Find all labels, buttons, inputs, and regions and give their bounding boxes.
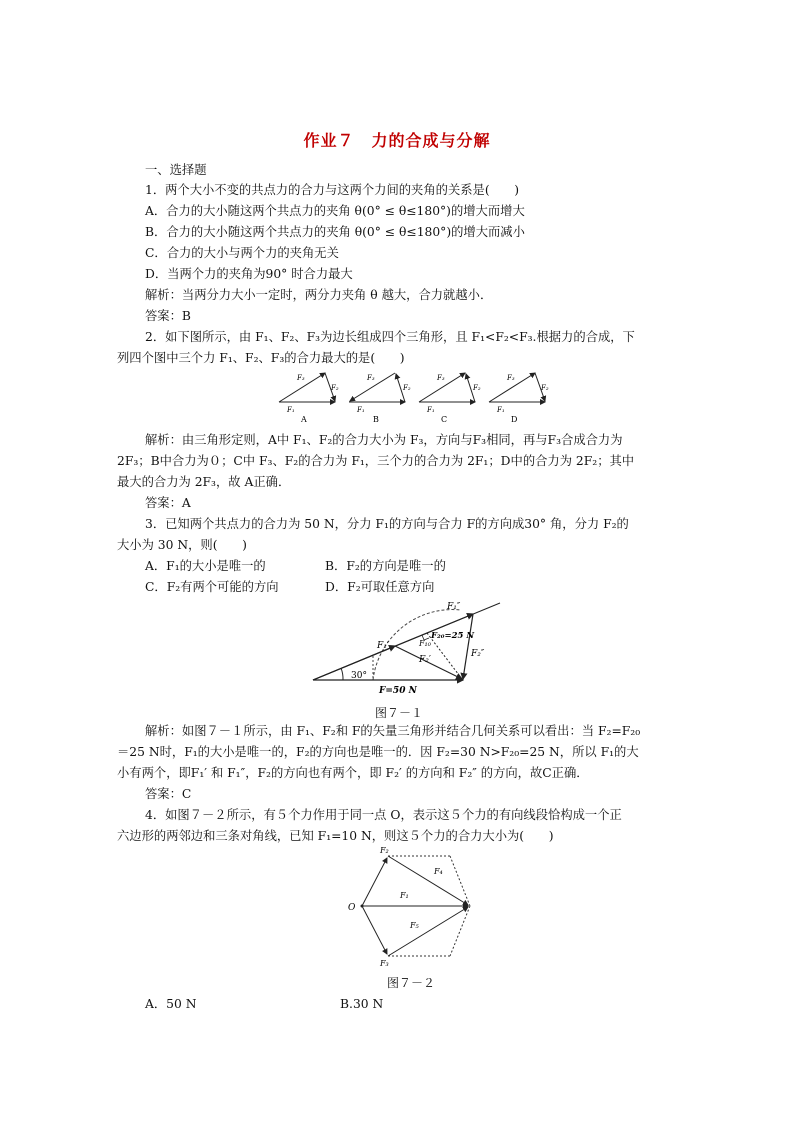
f1p-label: F₁′ [377,641,389,651]
page-title: 作业７ 力的合成与分解 [303,131,491,150]
q2-analysis-line2: 2F₃；B中合力为０；C中 F₃、F₂的合力为 F₁，三个力的合力为 2F₁；D中的合力为 2F₂；其中 [117,454,635,468]
f2p-label: F₂′ [419,655,431,665]
f10-label: F₁₀ [419,639,431,648]
q4-stem-line2: 六边形的两邻边和三条对角线，已知 F₁=10 N，则这５个力的合力大小为( ) [117,829,554,843]
d-f2-label: F₂ [541,384,549,392]
q3-answer: 答案：C [145,787,192,801]
q3-option-b: B．F₂的方向是唯一的 [325,559,446,573]
q2-answer: 答案：A [145,496,191,510]
q3-stem-line2: 大小为 30 N，则( ) [117,538,247,552]
b-f3-label: F₃ [367,374,375,382]
f5-label: F₅ [410,921,419,930]
q2-triangles-figure [275,368,550,426]
o-label: O [348,903,356,913]
f3-label: F₃ [380,959,389,968]
q1-analysis: 解析：当两分力大小一定时，两分力夹角 θ 越大，合力就越小． [145,288,493,302]
q3-analysis-line2: ＝25 N时，F₁的大小是唯一的，F₂的方向也是唯一的．因 F₂=30 N>F₂₀=25 N，所以 F₁的大 [117,745,639,759]
q1-option-b: B．合力的大小随这两个共点力的夹角 θ(0° ≤ θ≤180°)的增大而减小 [145,225,525,239]
q3-force-diagram [305,598,505,696]
f-label: F=50 N [379,686,417,696]
d-f1-label: F₁ [497,406,505,414]
figure-7-2-caption: 图７－２ [387,976,436,990]
f4-label: F₄ [434,867,443,876]
a-f3-label: F₃ [297,374,305,382]
d-label: D [511,415,518,424]
q3-option-a: A．F₁的大小是唯一的 [145,559,266,573]
b-f1-label: F₁ [357,406,365,414]
q1-answer: 答案：B [145,309,191,323]
c-f3-label: F₃ [437,374,445,382]
angle-label: 30° [351,671,367,681]
q3-analysis-line3: 小有两个，即F₁′ 和 F₁″，F₂的方向也有两个，即 F₂′ 的方向和 F₂″ 的方向，故C正确． [117,766,589,780]
c-f1-label: F₁ [427,406,435,414]
q4-stem-line1: 4．如图７－２所示，有５个力作用于同一点 O，表示这５个力的有向线段恰构成一个正 [145,808,622,822]
a-f2-label: F₂ [331,384,339,392]
q3-option-d: D．F₂可取任意方向 [325,580,435,594]
c-f2-label: F₂ [473,384,481,392]
b-label: B [373,415,379,424]
q4-hexagon-figure [340,842,490,970]
c-label: C [441,415,448,424]
q1-option-d: D．当两个力的夹角为90° 时合力最大 [145,267,353,281]
triangle-d [489,373,549,424]
a-f1-label: F₁ [287,406,295,414]
q2-analysis-line3: 最大的合力为 2F₃，故 A正确． [117,475,291,489]
q3-option-c: C．F₂有两个可能的方向 [145,580,279,594]
d-f3-label: F₃ [507,374,515,382]
q3-analysis-line1: 解析：如图７－１所示，由 F₁、F₂和 F的矢量三角形并结合几何关系可以看出：当 F₂=F₂₀ [145,724,641,738]
section-heading: 一、选择题 [145,163,207,177]
q3-stem-line1: 3．已知两个共点力的合力为 50 N，分力 F₁的方向与合力 F的方向成30° 角，分力 F₂的 [145,517,629,531]
triangle-c [419,373,481,424]
q1-option-a: A．合力的大小随这两个共点力的夹角 θ(0° ≤ θ≤180°)的增大而增大 [145,204,525,218]
a-label: A [301,415,307,424]
triangle-b [349,373,411,424]
f2-label: F₂ [380,846,389,855]
q4-option-b: B.30 N [340,997,384,1011]
b-f2-label: F₂ [403,384,411,392]
f20-label: F₂₀=25 N [431,631,475,641]
triangle-a [279,373,339,424]
q2-stem-line1: 2．如下图所示，由 F₁、F₂、F₃为边长组成四个三角形，且 F₁<F₂<F₃.根据力的合成，下 [145,330,635,344]
q2-analysis-line1: 解析：由三角形定则，A中 F₁、F₂的合力大小为 F₃，方向与F₃相同，再与F₃合成合力为 [145,433,623,447]
figure-7-1-caption: 图７－１ [375,706,424,720]
q4-option-a: A．50 N [145,997,197,1011]
f1-label: F₁ [400,891,409,900]
q1-stem: 1．两个大小不变的共点力的合力与这两个力间的夹角的关系是( ) [145,183,520,197]
q2-stem-line2: 列四个图中三个力 F₁、F₂、F₃的合力最大的是( ) [117,351,405,365]
f2pp-label: F₂″ [471,649,485,659]
f1pp-label: F₁″ [447,602,461,612]
q1-option-c: C．合力的大小与两个力的夹角无关 [145,246,339,260]
